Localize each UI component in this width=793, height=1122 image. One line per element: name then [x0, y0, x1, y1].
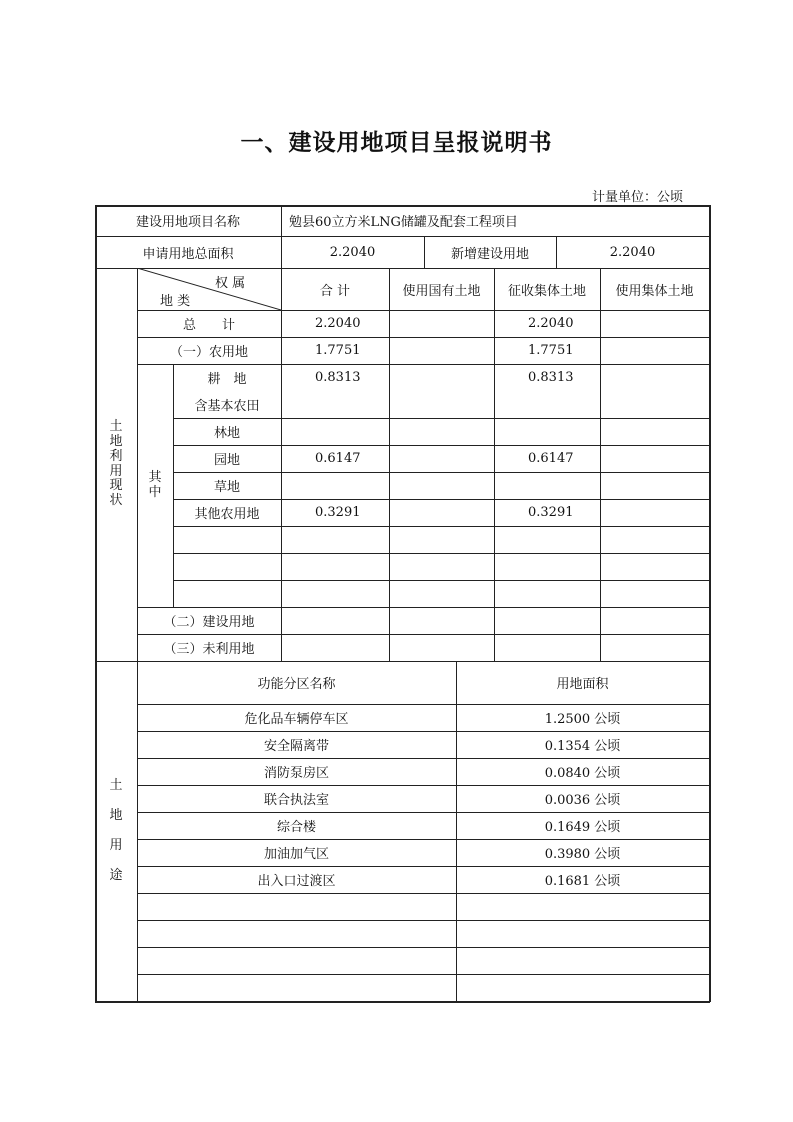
column-header: 合 计	[319, 284, 351, 299]
sub-row-value	[600, 499, 709, 526]
unused-value	[494, 634, 600, 661]
project-name-value: 勉县60立方米LNG储罐及配套工程项目	[289, 215, 518, 230]
zone-area	[456, 974, 709, 1001]
zone-name: 出入口过渡区	[257, 874, 336, 889]
sub-row-value: 0.8313	[528, 370, 574, 385]
row-label-sub	[173, 526, 281, 553]
table-rule	[95, 1001, 710, 1003]
sub-row-value	[600, 472, 709, 499]
total-area-label: 申请用地总面积	[142, 246, 234, 262]
column-header: 征收集体土地	[507, 284, 586, 299]
construction-value	[600, 607, 709, 634]
row-label-construction: （二）建设用地	[163, 615, 255, 630]
zone-name	[137, 920, 456, 947]
total-area-value: 2.2040	[329, 244, 376, 260]
sub-row-value	[600, 391, 709, 418]
diagonal-top-label: 权 属	[215, 276, 246, 291]
zone-name	[137, 893, 456, 920]
zone-area: 0.1354 公顷	[544, 739, 621, 754]
column-header: 使用集体土地	[615, 284, 694, 299]
farmland-value	[600, 337, 709, 364]
sub-row-value: 0.3291	[528, 505, 574, 520]
sub-row-value	[600, 445, 709, 472]
sub-row-value	[600, 580, 709, 607]
land-status-section-label: 土 地 利 用 现 状	[109, 418, 123, 509]
sub-row-value: 0.6147	[315, 451, 361, 466]
sub-row-value	[281, 526, 389, 553]
area-column-header: 用地面积	[556, 677, 609, 692]
sub-row-value	[281, 391, 389, 418]
sub-row-value	[494, 418, 600, 445]
sub-row-value	[281, 553, 389, 580]
row-label-sub: 其他农用地	[194, 507, 260, 522]
construction-value	[281, 607, 389, 634]
sub-row-value	[389, 553, 494, 580]
sub-row-value	[494, 391, 600, 418]
zone-name: 消防泵房区	[263, 766, 329, 781]
zone-name	[137, 947, 456, 974]
sub-row-value	[389, 472, 494, 499]
row-label-sub: 含基本农田	[194, 399, 260, 414]
page-title: 一、建设用地项目呈报说明书	[240, 130, 553, 156]
project-name-label: 建设用地项目名称	[135, 215, 240, 230]
sub-row-value	[281, 472, 389, 499]
row-label-sub	[173, 553, 281, 580]
sub-row-value	[389, 391, 494, 418]
table-rule	[709, 205, 711, 1002]
row-label-total: 总 计	[182, 318, 235, 333]
row-label-sub: 耕 地	[207, 372, 247, 387]
unit-label: 计量单位：公顷	[591, 190, 683, 205]
sub-row-value	[600, 364, 709, 391]
new-area-label: 新增建设用地	[450, 246, 529, 262]
zone-name: 危化品车辆停车区	[244, 712, 349, 727]
total-value: 2.2040	[528, 316, 574, 331]
sub-row-value	[494, 553, 600, 580]
zone-name: 安全隔离带	[263, 739, 329, 754]
sub-row-value	[389, 364, 494, 391]
unused-value	[389, 634, 494, 661]
farmland-value: 1.7751	[528, 343, 574, 358]
row-label-sub: 林地	[213, 426, 240, 441]
sub-row-value	[494, 580, 600, 607]
land-use-section-label: 土 地 用 途	[109, 778, 123, 883]
row-label-farmland: （一）农用地	[169, 345, 248, 360]
zone-area	[456, 920, 709, 947]
sub-row-value	[600, 553, 709, 580]
sub-row-value	[494, 526, 600, 553]
zone-area: 0.3980 公顷	[544, 847, 621, 862]
zone-area	[456, 893, 709, 920]
zone-name: 综合楼	[276, 820, 316, 835]
sub-row-value	[389, 526, 494, 553]
zone-name: 加油加气区	[263, 847, 329, 862]
total-value: 2.2040	[315, 316, 361, 331]
farmland-value: 1.7751	[315, 343, 361, 358]
sub-row-value: 0.6147	[528, 451, 574, 466]
sub-row-value: 0.8313	[315, 370, 361, 385]
unused-value	[600, 634, 709, 661]
farmland-value	[389, 337, 494, 364]
sub-row-value	[281, 580, 389, 607]
zone-area: 0.0036 公顷	[544, 793, 621, 808]
sub-row-value	[494, 472, 600, 499]
sub-row-value	[389, 445, 494, 472]
zone-area: 1.2500 公顷	[544, 712, 621, 727]
new-area-value: 2.2040	[609, 244, 656, 260]
zone-column-header: 功能分区名称	[257, 677, 336, 692]
diagonal-header-line	[137, 268, 281, 310]
row-label-unused: （三）未利用地	[163, 642, 255, 657]
sub-row-value	[389, 418, 494, 445]
zone-name: 联合执法室	[263, 793, 329, 808]
sub-row-value: 0.3291	[315, 505, 361, 520]
row-label-sub	[173, 580, 281, 607]
zone-name	[137, 974, 456, 1001]
total-value	[600, 310, 709, 337]
sub-row-value	[600, 418, 709, 445]
diagonal-bottom-label: 地 类	[160, 294, 191, 309]
zone-area: 0.1681 公顷	[544, 874, 621, 889]
row-label-sub: 草地	[213, 480, 240, 495]
sub-row-value	[281, 418, 389, 445]
total-value	[389, 310, 494, 337]
sub-row-value	[389, 499, 494, 526]
construction-value	[494, 607, 600, 634]
row-label-sub: 园地	[213, 453, 240, 468]
construction-value	[389, 607, 494, 634]
sub-row-value	[389, 580, 494, 607]
zone-area: 0.0840 公顷	[544, 766, 621, 781]
unused-value	[281, 634, 389, 661]
sub-category-label: 其 中	[148, 469, 162, 500]
column-header: 使用国有土地	[402, 284, 481, 299]
zone-area	[456, 947, 709, 974]
sub-row-value	[600, 526, 709, 553]
zone-area: 0.1649 公顷	[544, 820, 621, 835]
